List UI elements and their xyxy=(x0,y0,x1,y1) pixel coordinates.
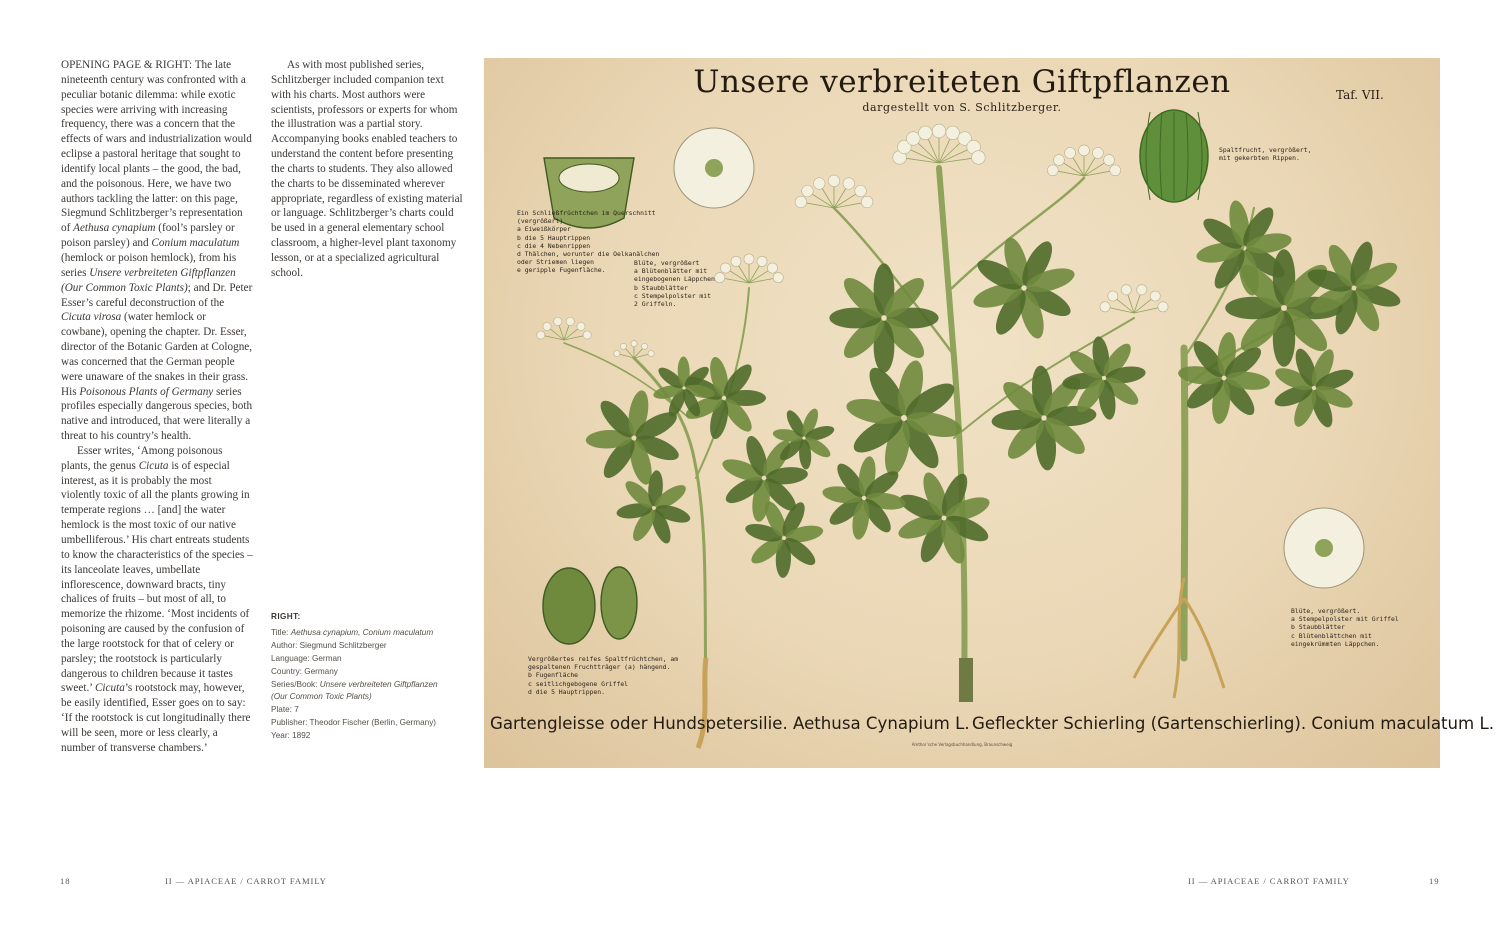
umbellet xyxy=(1137,285,1147,295)
text-run: OPENING PAGE & RIGHT: The late nineteenth century was confronted with a peculiar botanic dilemma: while exotic species were arriving with increasing frequency, there was a concern that the effects of wars and industrialization would eclipse a pastoral heritage that sought to identify local plants – the good, the bad, and the poisonous. Here, we have two authors tackling the latter: on this page, Siegmund Schlitzberger’s representation of xyxy=(61,59,252,235)
umbellet xyxy=(583,331,591,339)
umbellet xyxy=(566,317,574,325)
italic-run: Conium maculatum xyxy=(151,237,240,250)
note-line: c die 4 Nebenrippen xyxy=(517,241,591,250)
umbellet xyxy=(946,126,960,140)
plate-caption xyxy=(271,611,471,743)
text-run: Country: Germany xyxy=(271,666,338,676)
umbellet xyxy=(1047,165,1058,176)
text-run: ; and Dr. Peter Esser’s careful deconstruction of the xyxy=(61,281,253,309)
note-line: a Blütenblätter mit xyxy=(634,267,708,276)
conium-root xyxy=(1134,578,1224,698)
caption-label: RIGHT: xyxy=(271,612,301,621)
umbellet xyxy=(1092,147,1103,158)
umbellet xyxy=(631,341,637,347)
caption-details xyxy=(271,627,471,743)
umbellet xyxy=(1104,155,1115,166)
flower-center xyxy=(705,159,723,177)
umbellet xyxy=(972,151,986,165)
italic-run: Unsere verbreiteten Giftpflanzen xyxy=(319,679,438,689)
note-line: eingebogenen Läppchen xyxy=(634,275,715,284)
text-run: Plate: 7 xyxy=(271,705,299,715)
italic-run: Unsere verbreiteten Giftpflanzen (Our Common Toxic Plants) xyxy=(61,266,236,294)
note-line: b Fugenfläche xyxy=(528,671,579,680)
note-line: Spaltfrucht, vergrößert, xyxy=(1219,146,1312,154)
running-head-left: II — APIACEAE / CARROT FAMILY xyxy=(165,876,327,886)
umbellet xyxy=(861,196,873,208)
umbellet xyxy=(537,331,545,339)
caption-row xyxy=(271,666,471,679)
note-line: Ein Schließfrüchtchen im Querschnitt xyxy=(517,209,656,217)
note-fruit-right xyxy=(1219,146,1311,162)
plate-number: Taf. VII. xyxy=(1336,88,1384,102)
note-line: b Staubblätter xyxy=(1291,623,1345,632)
paragraph xyxy=(61,444,254,756)
text-run: Language: German xyxy=(271,653,342,663)
italic-run: Cicuta xyxy=(138,459,169,472)
note-line: b die 5 Hauptrippen xyxy=(517,233,591,242)
note-line: gespaltenen Fruchtträger (a) hängend. xyxy=(528,663,671,672)
plate-imprint: Amthor’sche Verlagsbuchhandlung, Braunschweig xyxy=(911,742,1013,747)
note-line: eingekrümmten Läppchen. xyxy=(1291,639,1380,648)
text-run: Year: 1892 xyxy=(271,731,311,741)
body-text-column-right xyxy=(271,58,465,281)
umbellet xyxy=(543,322,551,330)
umbellet xyxy=(642,343,648,349)
text-run: ’s rootstock may, however, be easily identified, Esser goes on to say: ‘If the rootstock is cut longitudinally there will be seen, more or less clearly, a number of transverse chambers.’ xyxy=(61,682,251,754)
endosperm xyxy=(559,164,619,192)
note-line: (vergrößert) xyxy=(517,217,564,226)
umbellet xyxy=(795,196,807,208)
note-line: a Stempelpolster mit Griffel xyxy=(1291,615,1399,624)
umbellet xyxy=(932,124,946,138)
note-flower-right xyxy=(1291,607,1399,648)
umbellet xyxy=(577,322,585,330)
note-fruit-left xyxy=(528,655,678,696)
italic-run: (Our Common Toxic Plants) xyxy=(271,692,372,702)
caption-row xyxy=(271,730,471,743)
umbellet xyxy=(919,126,933,140)
umbellet xyxy=(614,350,620,356)
fruit-split-right xyxy=(601,567,637,639)
italic-run: Cicuta xyxy=(94,682,125,695)
paragraph xyxy=(271,58,465,281)
umbellet xyxy=(1108,291,1118,301)
umbellet xyxy=(843,178,855,190)
italic-run: Poisonous Plants of Germany xyxy=(79,385,214,398)
caption-row xyxy=(271,679,471,692)
text-run: Series/Book: xyxy=(271,679,320,689)
note-line: d Thälchen, worunter die Oelkanälchen xyxy=(517,250,660,259)
note-line: oder Striemen liegen xyxy=(517,258,594,267)
umbellet xyxy=(1100,302,1110,312)
caption-row xyxy=(271,691,471,704)
conium-stalk xyxy=(1184,348,1185,658)
caption-row xyxy=(271,704,471,717)
umbellet xyxy=(1054,155,1065,166)
note-line: b Staubblätter xyxy=(634,283,688,292)
text-run: (hemlock or poison hemlock), from his series xyxy=(61,251,237,279)
text-run: Esser writes, ‘Among poisonous plants, the genus xyxy=(61,444,223,472)
page-number-right: 19 xyxy=(1429,876,1440,886)
caption-row xyxy=(271,717,471,730)
italic-run: Aethusa cynapium, Conium maculatum xyxy=(290,627,434,637)
umbellet xyxy=(1158,302,1168,312)
note-line: Blüte, vergrößert xyxy=(634,259,700,267)
botanical-plate xyxy=(484,58,1494,768)
umbellet xyxy=(773,273,783,283)
italic-run: Cicuta virosa xyxy=(61,311,122,324)
text-run: series profiles especially dangerous species, both native and introduced, that were literally a threat to his country’s health. xyxy=(61,385,253,443)
umbellet xyxy=(731,256,741,266)
note-line: Blüte, vergrößert. xyxy=(1291,607,1361,615)
caption-row xyxy=(271,653,471,666)
note-line: e geripple Fugenfläche. xyxy=(517,266,606,275)
paragraph xyxy=(61,58,254,444)
text-run: Title: xyxy=(271,627,291,637)
text-run: Author: Siegmund Schlitzberger xyxy=(271,640,387,650)
note-line: c Blütenblättchen mit xyxy=(1291,631,1372,640)
umbellet xyxy=(620,343,626,349)
umbellet xyxy=(1110,165,1121,176)
text-run: is of especial interest, as it is probably the most violently toxic of all the plants growing in temperate regions … [and] the water hemlock is the most toxic of our native umbelliferous.’ His chart entreats students to know the characteristics of the species – its lanceolate leaves, umbellate inflorescence, downward bracts, tiny chalices of fruits – but most of all, to memorize the rhizome. ‘Most incidents of poisoning are caused by the confusion of the large rootstock for that of celery or parsley; the rootstock is particularly dangerous to children because it tastes sweet.’ xyxy=(61,459,253,695)
umbellet xyxy=(855,185,867,197)
umbellet xyxy=(720,263,730,273)
umbellet xyxy=(1150,291,1160,301)
umbellet xyxy=(757,256,767,266)
caption-row xyxy=(271,640,471,653)
umbellet xyxy=(906,132,920,146)
italic-run: Aethusa cynapium xyxy=(73,222,156,235)
umbellet xyxy=(828,175,840,187)
text-run: (water hemlock or cowbane), opening the chapter. Dr. Esser, director of the Botanic Garden at Cologne, was concerned that the German people were unaware of the snakes in their grass. His xyxy=(61,311,253,398)
text-run: As with most published series, Schlitzberger included companion text with his charts. Most authors were scientists, professors or experts for whom the illustration was a partial story. Accompanying books enabled teachers to understand the content before presenting the charts to students. They also allowed the charts to be disseminated wherever appropriate, regardless of existing material or language. Schlitzberger’s charts could be used in a general elementary school classroom, a higher-level plant taxonomy lesson, or at a specialized agricultural school. xyxy=(271,59,463,279)
plate-subtitle: dargestellt von S. Schlitzberger. xyxy=(862,101,1062,114)
umbellet xyxy=(554,317,562,325)
umbellet xyxy=(1121,285,1131,295)
umbellet xyxy=(715,273,725,283)
note-line: c seitlichgebogene Griffel xyxy=(528,679,629,688)
note-line: c Stempelpolster mit xyxy=(634,291,711,300)
conium-cut-stem xyxy=(959,658,973,702)
note-line: mit gekerbten Rippen. xyxy=(1219,154,1300,163)
aethusa-root xyxy=(698,658,706,748)
umbellet xyxy=(1065,147,1076,158)
note-flower-left xyxy=(634,259,715,308)
fruit-split-left xyxy=(543,568,595,644)
umbellet xyxy=(648,350,654,356)
note-line: d die 5 Hauptrippen. xyxy=(528,687,605,696)
flower-center-right xyxy=(1315,539,1333,557)
umbellet xyxy=(813,178,825,190)
umbellet xyxy=(1079,145,1090,156)
text-run: Publisher: Theodor Fischer (Berlin, Germany) xyxy=(271,718,437,728)
note-line: a Eiweißkörper xyxy=(517,225,571,234)
plant-name-right: Gefleckter Schierling (Gartenschierling). Conium maculatum L. xyxy=(972,714,1494,733)
plate-title: Unsere verbreiteten Giftpflanzen xyxy=(693,64,1231,100)
caption-row xyxy=(271,627,471,640)
umbellet xyxy=(802,185,814,197)
text-run: (fool’s parsley or poison parsley) and xyxy=(61,222,235,250)
umbellet xyxy=(744,254,754,264)
note-line: Vergrößertes reifes Spaltfrüchtchen, am xyxy=(528,655,679,663)
body-text-column-left xyxy=(61,58,254,756)
running-head-right: II — APIACEAE / CARROT FAMILY xyxy=(1188,876,1350,886)
plant-name-left: Gartengleisse oder Hundspetersilie. Aethusa Cynapium L. xyxy=(490,714,970,733)
page-number-left: 18 xyxy=(60,876,71,886)
umbellet xyxy=(767,263,777,273)
note-line: 2 Griffeln. xyxy=(634,300,677,309)
